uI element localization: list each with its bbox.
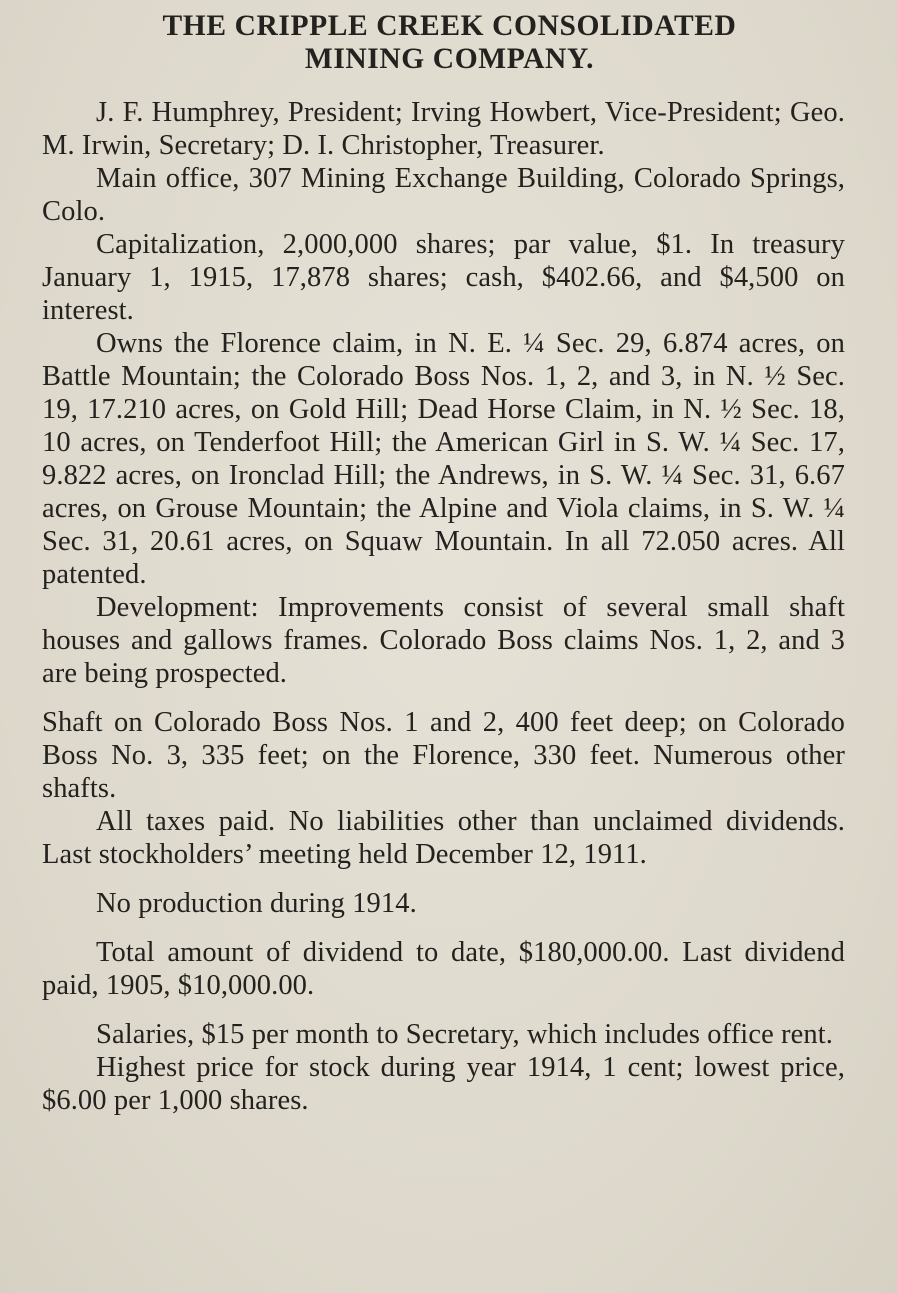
- heading-line-1: THE CRIPPLE CREEK CONSOLIDATED: [162, 10, 737, 42]
- heading-line-2: MINING COMPANY.: [304, 43, 595, 75]
- claims-paragraph: Owns the Florence claim, in N. E. ¼ Sec. 29, 6.874 acres, on Battle Mountain; the Colorado Boss Nos. 1, 2, and 3, in N. ½ Sec. 19, 17.210 acres, on Gold Hill; Dead Horse Claim, in N. ½ Sec. 18, 10 acres, on Tenderfoot Hill; the American Girl in S. W. ¼ Sec. 17, 9.822 acres, on Ironclad Hill; the Andrews, in S. W. ¼ Sec. 31, 6.67 acres, on Grouse Mountain; the Alpine and Viola claims, in S. W. ¼ Sec. 31, 20.61 acres, on Squaw Mountain. In all 72.050 acres. All patented.: [42, 328, 845, 590]
- stock-price-paragraph: Highest price for stock during year 1914, 1 cent; lowest price, $6.00 per 1,000 shares.: [42, 1052, 845, 1116]
- production-paragraph: No production during 1914.: [96, 888, 417, 919]
- shafts-paragraph: Shaft on Colorado Boss Nos. 1 and 2, 400 feet deep; on Colorado Boss No. 3, 335 feet; on the Florence, 330 feet. Numerous other shafts.: [42, 707, 845, 804]
- dividends-paragraph: Total amount of dividend to date, $180,000.00. Last dividend paid, 1905, $10,000.00.: [42, 937, 845, 1001]
- officers-paragraph: J. F. Humphrey, President; Irving Howbert, Vice-President; Geo. M. Irwin, Secretary; D. I. Christopher, Treasurer.: [42, 97, 845, 161]
- capitalization-paragraph: Capitalization, 2,000,000 shares; par value, $1. In treasury January 1, 1915, 17,878 shares; cash, $402.66, and $4,500 on interest.: [42, 229, 845, 326]
- office-paragraph: Main office, 307 Mining Exchange Building, Colorado Springs, Colo.: [42, 163, 845, 227]
- taxes-paragraph: All taxes paid. No liabilities other than unclaimed dividends. Last stockholders’ meeting held December 12, 1911.: [42, 806, 845, 870]
- company-heading: [42, 10, 845, 76]
- salaries-paragraph: Salaries, $15 per month to Secretary, which includes office rent.: [96, 1019, 833, 1050]
- development-paragraph: Development: Improvements consist of several small shaft houses and gallows frames. Colorado Boss claims Nos. 1, 2, and 3 are being prospected.: [42, 592, 845, 689]
